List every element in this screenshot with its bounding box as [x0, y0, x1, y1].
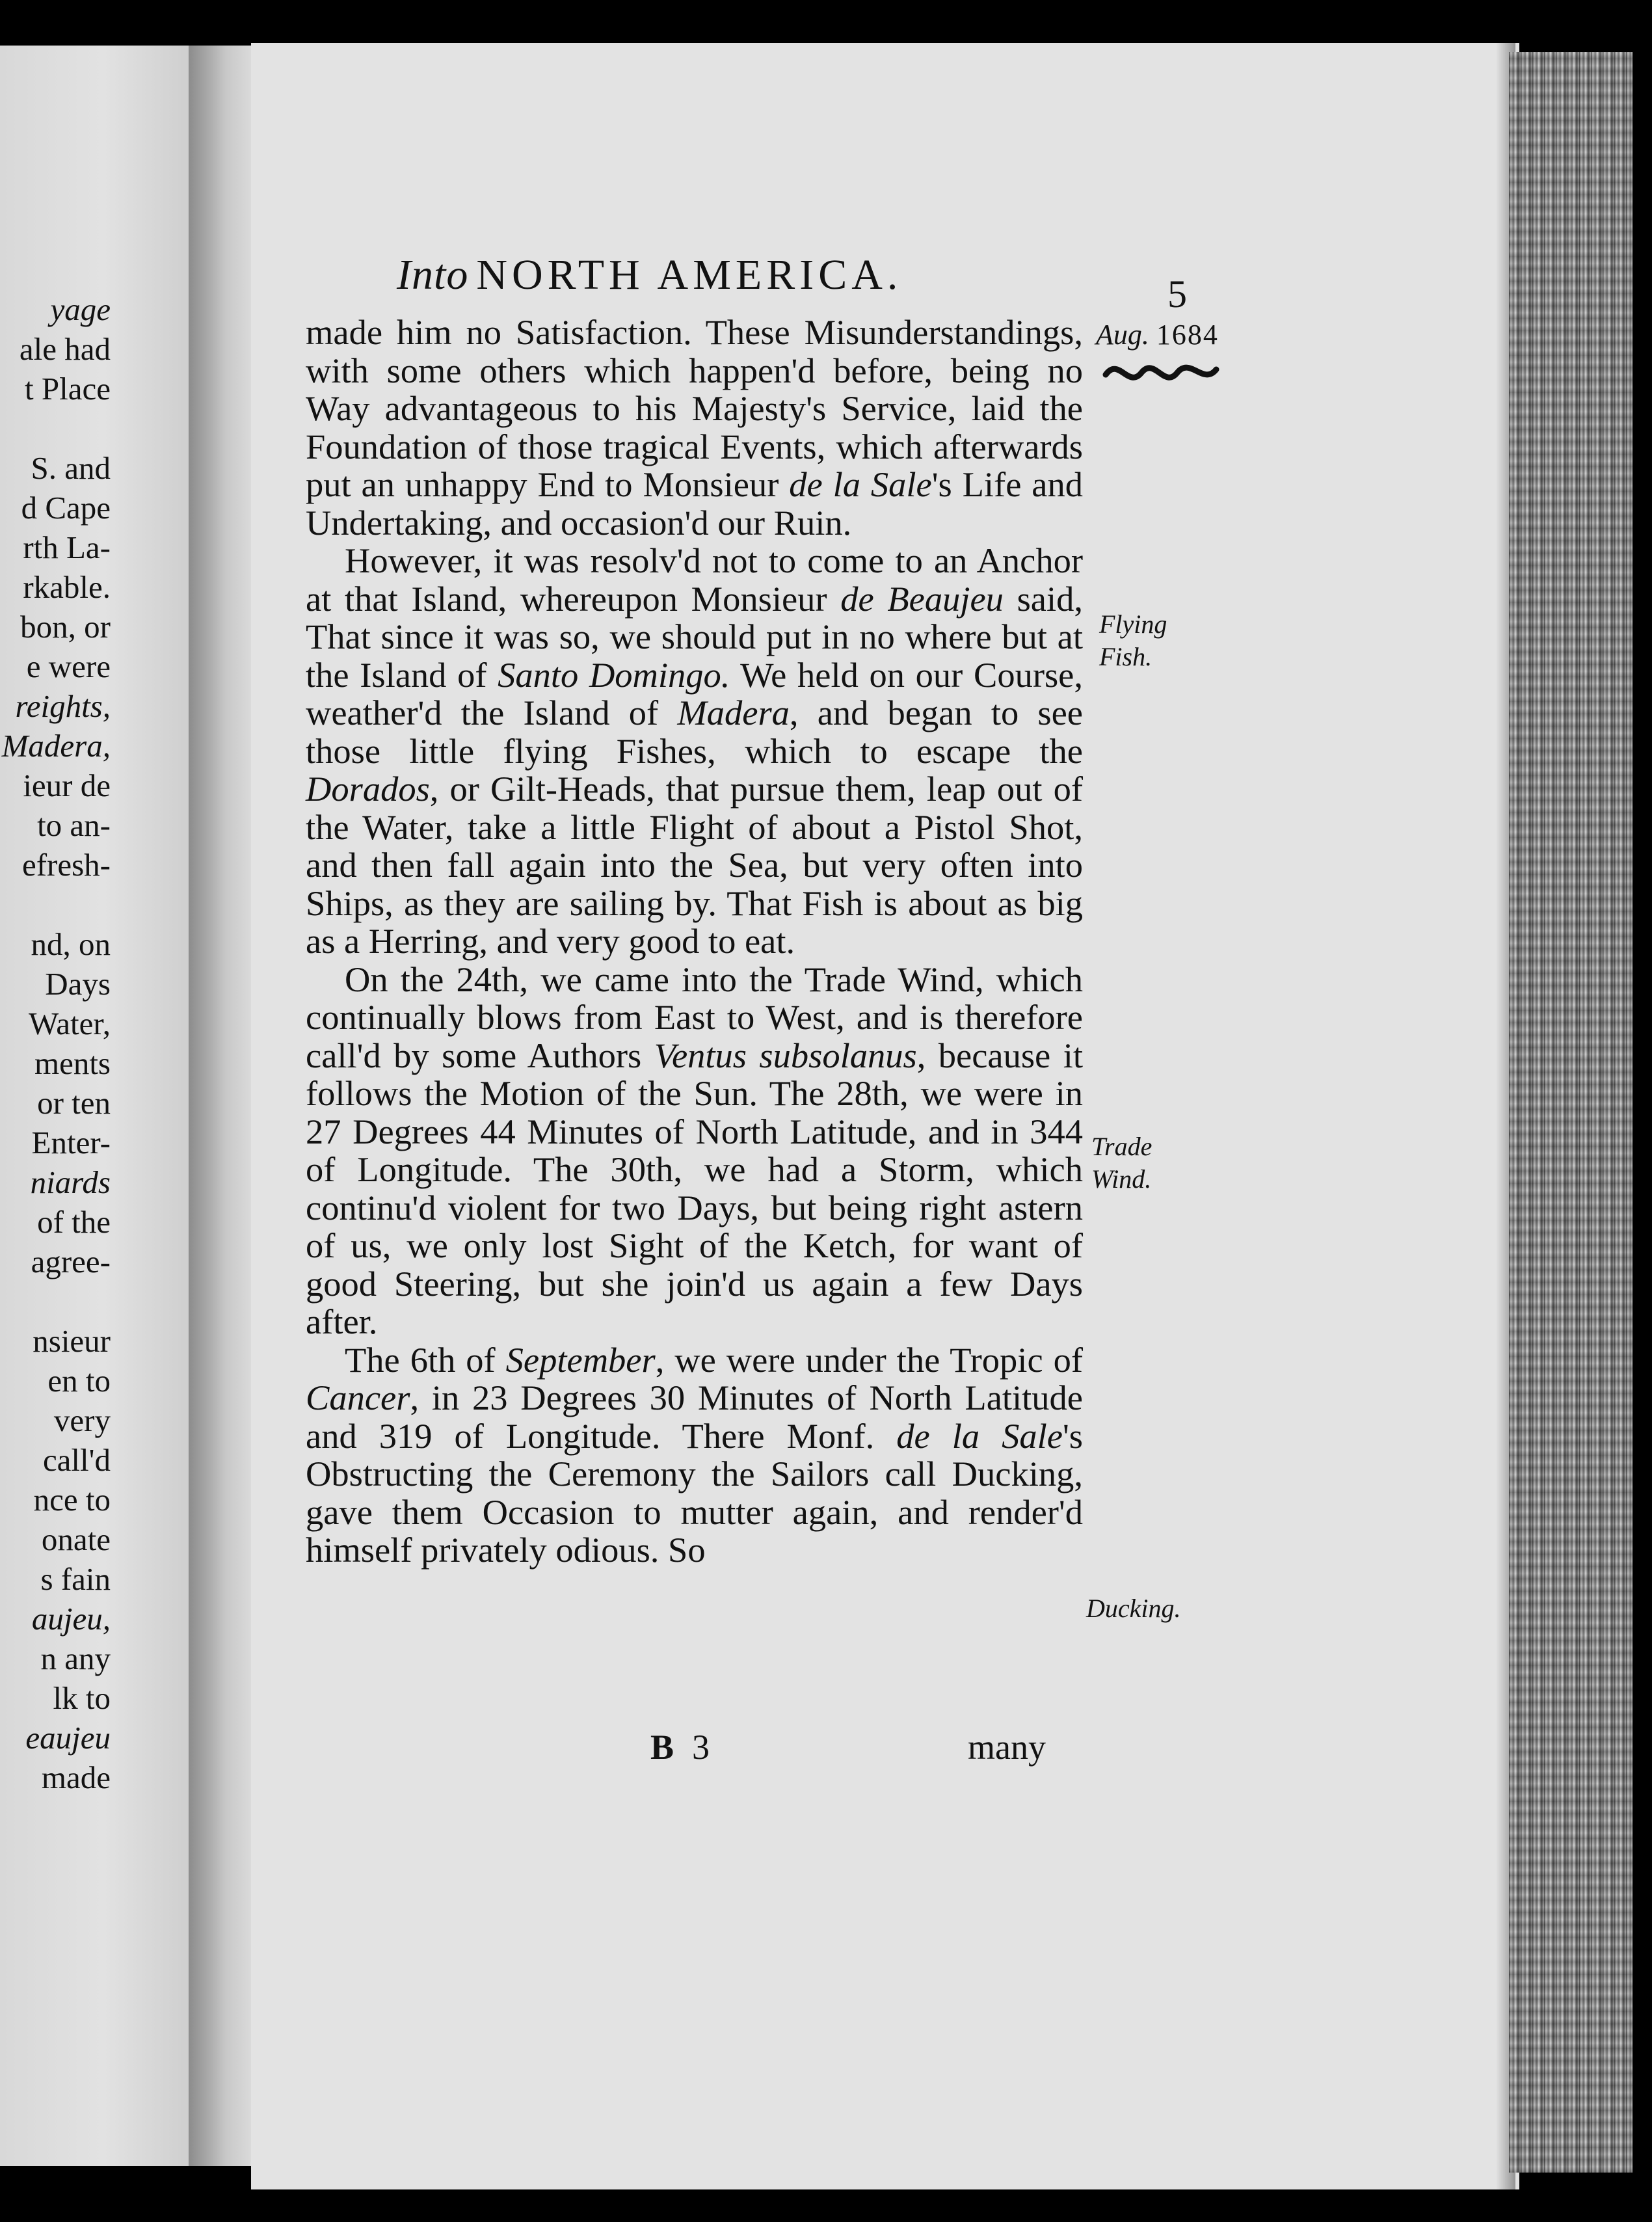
- body-paragraph: [306, 314, 1083, 542]
- text-run: 's Obstructing the Ceremony the Sailors call Ducking, gave them Occasion to mutter again, and render'd himself privately odious. So: [306, 1415, 1083, 1570]
- left-page-line: agree-: [31, 1244, 111, 1279]
- left-page-line: t Place: [25, 371, 111, 407]
- text-run: said, That since it was so, we should put in no where but at the Island of: [306, 578, 1083, 695]
- left-page-line: nsieur: [33, 1323, 111, 1359]
- left-page-line: ieur de: [23, 768, 111, 803]
- left-page-line: efresh-: [21, 847, 111, 883]
- left-page-line: [0, 1281, 111, 1321]
- italic-run: de la Sale: [789, 464, 932, 504]
- left-page: [0, 46, 189, 2166]
- left-page-line: rkable.: [23, 569, 111, 605]
- left-page-line: Days: [45, 966, 111, 1002]
- catchword: many: [968, 1728, 1046, 1767]
- left-page-line: s fain: [40, 1561, 111, 1597]
- page-number: 5: [1167, 273, 1187, 315]
- margin-note-flying-line2: Fish.: [1099, 642, 1152, 671]
- left-page-line: Madera,: [1, 728, 111, 764]
- margin-notes: [1086, 0, 1242, 2222]
- left-page-line: ments: [34, 1045, 111, 1081]
- margin-date-month: Aug.: [1096, 319, 1149, 351]
- left-page-line: very: [53, 1402, 111, 1438]
- body-paragraph: [306, 961, 1083, 1341]
- text-run: , and began to see those little flying Fishes, which to escape the: [306, 693, 1083, 771]
- left-page-line: reights,: [15, 688, 111, 724]
- margin-note-trade-line2: Wind.: [1091, 1164, 1152, 1194]
- left-page-line: or ten: [37, 1085, 111, 1121]
- text-run: We held on our Course, weather'd the Island of: [306, 654, 1083, 732]
- left-page-line: [0, 885, 111, 924]
- left-page-line: lk to: [53, 1680, 111, 1716]
- left-page-line: niards: [30, 1164, 111, 1200]
- book-gutter: [189, 46, 251, 2166]
- left-page-line: to an-: [37, 807, 111, 843]
- left-page-line: Water,: [28, 1006, 111, 1041]
- text-run: , because it follows the Motion of the Sun. The 28th, we were in 27 Degrees 44 Minutes of North Latitude, and in 344 of Longitude. The 30th, we had a Storm, which continu'd violent for two Days, but being right astern of us, we only lost Sight of the Ketch, for want of good Steering, but she join'd us again a few Days after.: [306, 1035, 1083, 1341]
- left-page-line: e were: [26, 649, 111, 684]
- left-page-line: [0, 408, 111, 448]
- margin-note-flying-line1: Flying: [1099, 609, 1167, 639]
- left-page-line: S. and: [31, 450, 111, 486]
- body-paragraph: [306, 1341, 1083, 1570]
- text-run: , in 23 Degrees 30 Minutes of North Latitude and 319 of Longitude. There Monf.: [306, 1378, 1083, 1456]
- margin-note-flying: [1099, 608, 1167, 673]
- left-page-text: [0, 289, 111, 1797]
- text-run: The 6th of: [345, 1339, 506, 1380]
- italic-run: September: [505, 1339, 656, 1380]
- running-head-title: NORTH AMERICA.: [476, 251, 903, 299]
- text-run: made him no Satisfaction. These Misunderstandings, with some others which happen'd before, being no Way advantageous to his Majesty's Service, laid the Foundation of those tragical Events, which afterwards put an unhappy End to Monsieur: [306, 312, 1083, 504]
- margin-note-trade-wind: [1091, 1131, 1152, 1196]
- margin-date: [1096, 319, 1219, 351]
- left-page-line: n any: [40, 1640, 111, 1676]
- left-page-line: aujeu,: [31, 1601, 111, 1637]
- left-page-line: ale had: [19, 331, 111, 367]
- text-run: On the 24th, we came into the Trade Wind, which continually blows from East to West, and is therefore call'd by some Authors: [306, 959, 1083, 1075]
- italic-run: de Beaujeu: [840, 578, 1004, 619]
- signature-letter: B: [650, 1728, 674, 1767]
- italic-run: Dorados: [306, 769, 430, 809]
- text-run: However, it was resolv'd not to come to an Anchor at that Island, whereupon Monsieur: [306, 541, 1083, 619]
- italic-run: Madera: [677, 693, 790, 732]
- signature-mark: [650, 1727, 710, 1767]
- text-run: , or Gilt-Heads, that pursue them, leap out of the Water, take a little Flight of about a Pistol Shot, and then fall again into the Sea, but very often into Ships, as they are sailing by. That Fish is about as big as a Herring, and very good to eat.: [306, 769, 1083, 961]
- swash-ornament: [1099, 350, 1229, 395]
- italic-run: Cancer: [306, 1378, 410, 1417]
- body-paragraph: [306, 542, 1083, 961]
- text-run: 's Life and Undertaking, and occasion'd our Ruin.: [306, 464, 1083, 542]
- left-page-line: made: [41, 1760, 111, 1795]
- left-page-line: nce to: [33, 1482, 111, 1518]
- left-page-line: nd, on: [31, 926, 111, 962]
- left-page-line: eaujeu: [25, 1720, 111, 1756]
- italic-run: de la Sale: [896, 1415, 1063, 1456]
- body-text: [306, 314, 1083, 1570]
- left-page-line: Enter-: [31, 1125, 111, 1160]
- page-fore-edge: [1509, 52, 1632, 2173]
- running-head: [397, 250, 902, 300]
- left-page-line: of the: [37, 1204, 111, 1240]
- left-page-line: onate: [41, 1521, 111, 1557]
- text-run: , we were under the Tropic of: [655, 1339, 1083, 1380]
- margin-note-trade-line1: Trade: [1091, 1132, 1152, 1161]
- italic-run: Santo Domingo.: [498, 654, 730, 695]
- signature-number: 3: [692, 1728, 710, 1767]
- left-page-line: call'd: [42, 1442, 111, 1478]
- margin-note-ducking: Ducking.: [1086, 1594, 1181, 1623]
- running-head-into: Into: [397, 251, 469, 299]
- left-page-line: d Cape: [21, 490, 111, 526]
- margin-date-year: 1684: [1156, 319, 1219, 351]
- left-page-line: yage: [50, 291, 111, 327]
- italic-run: Ventus subsolanus: [654, 1035, 917, 1075]
- left-page-line: rth La-: [23, 529, 111, 565]
- left-page-line: bon, or: [20, 609, 111, 645]
- left-page-line: en to: [47, 1363, 111, 1399]
